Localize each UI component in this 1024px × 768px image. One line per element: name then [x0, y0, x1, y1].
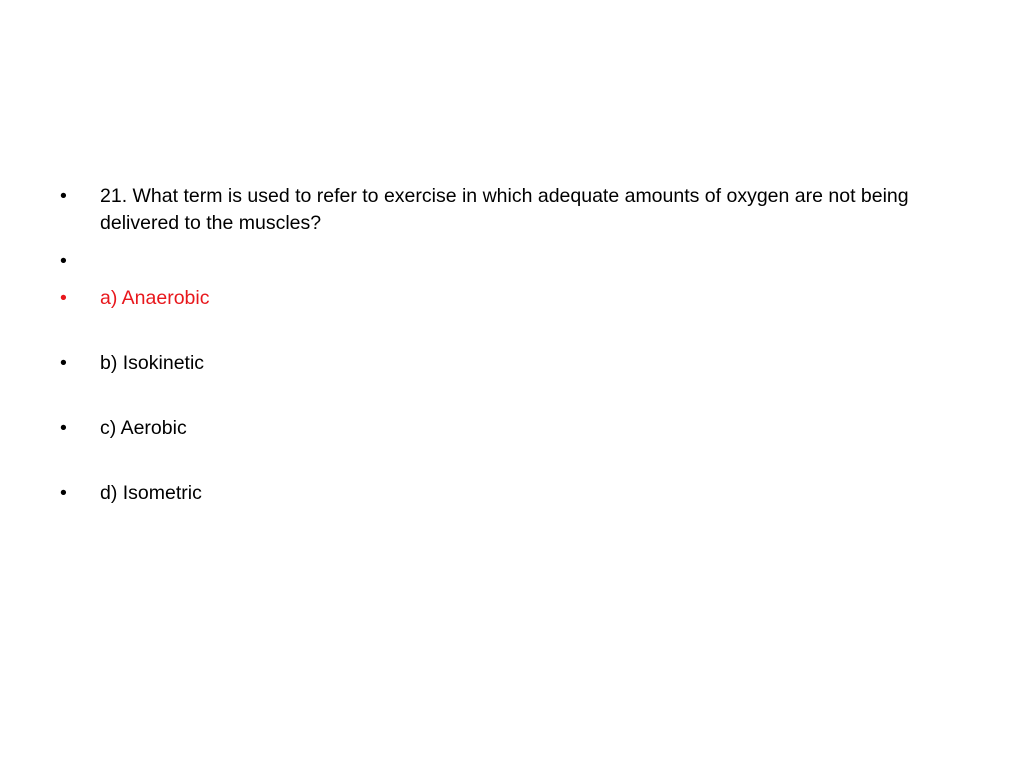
option-c-text: c) Aerobic [100, 417, 187, 439]
bullet-dot: • [60, 287, 67, 309]
bullet-dot: • [60, 482, 67, 504]
bullet-dot: • [60, 417, 67, 439]
bullet-dot: • [60, 185, 67, 207]
question-item [60, 183, 940, 237]
option-a-text: a) Anaerobic [100, 287, 210, 309]
question-text: 21. What term is used to refer to exercise in which adequate amounts of oxygen are not being delivered to the muscles? [100, 185, 909, 234]
option-a-correct [60, 285, 940, 312]
question-bullet-list [60, 183, 940, 507]
bullet-dot: • [60, 352, 67, 374]
option-b [60, 350, 940, 377]
empty-bullet-item [60, 248, 940, 275]
bullet-dot: • [60, 250, 67, 272]
option-d-text: d) Isometric [100, 482, 202, 504]
option-c [60, 415, 940, 442]
option-d [60, 480, 940, 507]
option-b-text: b) Isokinetic [100, 352, 205, 374]
